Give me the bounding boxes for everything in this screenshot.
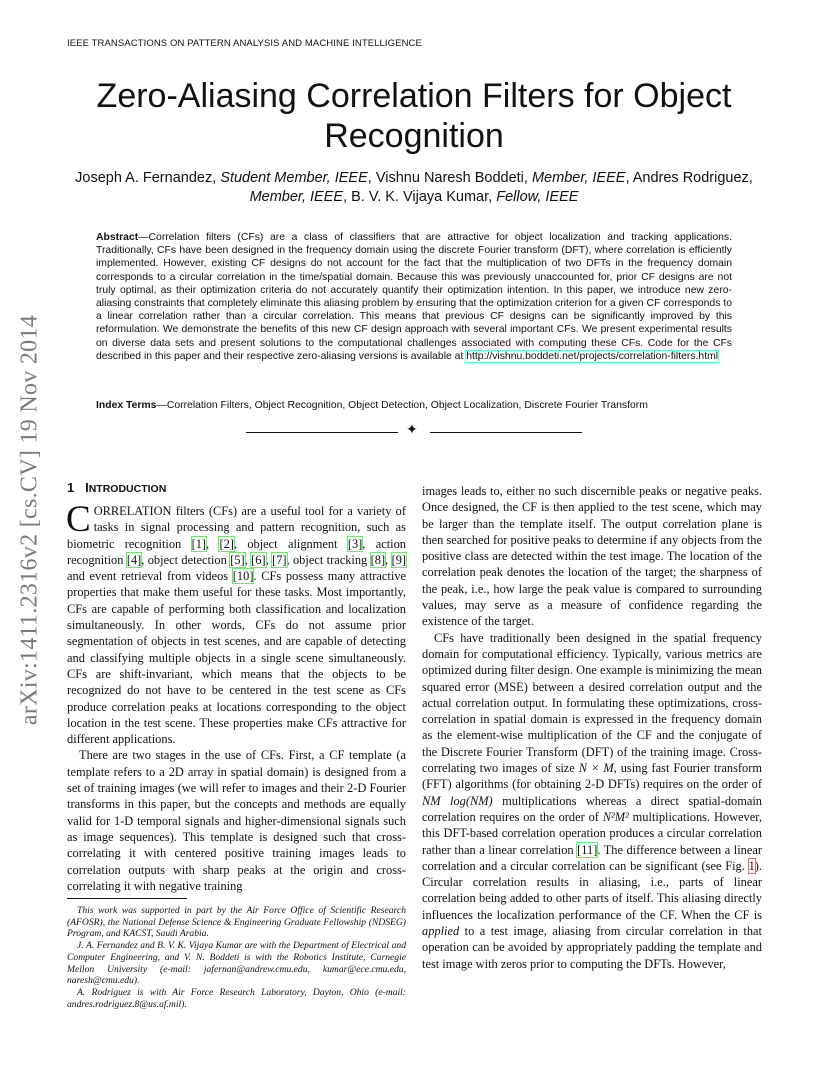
footnote-rule [67, 898, 187, 899]
author-role: Member, IEEE [531, 170, 626, 186]
dropcap: C [66, 499, 91, 540]
text-run: , using fast Fourier transform (FFT) algorithms (for obtaining 2-D DFTs) requires on the order of [422, 761, 762, 792]
section-first-letter: I [85, 480, 89, 495]
running-head: IEEE TRANSACTIONS ON PATTERN ANALYSIS AND MACHINE INTELLIGENCE [67, 38, 422, 49]
author-name: Andres Rodriguez [632, 170, 749, 186]
figure-link[interactable]: 1 [748, 858, 755, 873]
text-run: filters (CFs) are a useful tool for a variety of tasks in signal processing and pattern recognition, such as biometric recognition [67, 504, 406, 551]
paper-title: Zero-Aliasing Correlation Filters for Object Recognition [96, 77, 732, 155]
arxiv-sidebar [4, 290, 56, 750]
citation-link[interactable]: [3] [347, 536, 363, 551]
abstract-label: Abstract [96, 232, 139, 243]
separator-line-left [246, 432, 398, 433]
citation-link[interactable]: [6] [251, 552, 266, 567]
arxiv-stamp: arXiv:1411.2316v2 [cs.CV] 19 Nov 2014 [16, 314, 43, 726]
citation-link[interactable]: [8] [370, 552, 386, 567]
text-run: CFs have traditionally been designed in the spatial frequency domain for computational efficiency. Typically, various metrics are optimized during filter design. One example is minimizing the mean squared error (MSE) between a desired correlation output and the actual correlation output. In formulating these optimizations, cross-correlation in spatial domain is expressed in the frequency domain as the element-wise multiplication of the CF and the conjugate of the Discrete Fourier Transform (DFT) of the training image. Cross-correlating two images of size [422, 630, 762, 776]
text-run: ). Circular correlation results in aliasing, i.e., parts of linear correlation being added to other parts of itself. This aliasing directly influences the localization performance of the CF. When the CF is [422, 858, 762, 922]
text-run: , object detection [141, 552, 231, 567]
section-heading [67, 480, 166, 495]
citation-link[interactable]: [5] [230, 552, 245, 567]
lead-word: ORRELATION [93, 504, 172, 518]
index-terms-text: —Correlation Filters, Object Recognition, Object Detection, Object Localization, Discrete Fourier Transform [156, 400, 648, 411]
author-role: Fellow, IEEE [496, 189, 579, 205]
left-column [66, 499, 407, 894]
text-run: and event retrieval from videos [67, 569, 233, 584]
right-column [422, 483, 762, 972]
math-size: N × M [578, 761, 614, 776]
footnotes [67, 905, 406, 1010]
intro-paragraph-4 [422, 630, 762, 972]
section-title-rest: NTRODUCTION [88, 483, 167, 495]
intro-paragraph-1: CORRELATION filters (CFs) are a useful tool for a variety of tasks in signal processing and pattern recognition, such as biometric recognition [1], [2], object alignment [3], action recognition [4], object detection [5], [6], [7], object tracking [8], [9] and event retrieval from videos [10]. CFs possess many attractive properties that make them useful for these tasks. Most importantly, CFs are capable of performing both classification and localization simultaneously. In other words, CFs do not assume prior segmentation of objects in test scenes, and are capable of detecting and classifying multiple objects in a single scene simultaneously. CFs are shift-invariant, which means that the objects to be recognized do not have to be centered in the test scene as CFs produce correlation peaks at locations corresponding to the object location in the test scene. These properties make CFs attractive for different applications. [66, 499, 407, 747]
math-complexity-direct: N²M² [602, 809, 629, 824]
footnote: This work was supported in part by the Air Force Office of Scientific Research (AFOSR), the National Defense Science & Engineering Graduate Fellowship (NDSEG) Program, and KACST, Saudi Arabia. [67, 905, 406, 940]
text-run: , action recognition [67, 536, 406, 567]
text-run: , object tracking [286, 552, 371, 567]
text-run: to a test image, aliasing from circular correlation in that operation can be avoided by appropriately padding the template and test image with zeros prior to computing the DFTs. However, [422, 924, 762, 971]
author-list: Joseph A. Fernandez, Student Member, IEEE, Vishnu Naresh Boddeti, Member, IEEE, Andres Rodriguez, Member, IEEE, B. V. K. Vijaya Kumar, Fellow, IEEE [75, 170, 753, 205]
footnote: J. A. Fernandez and B. V. K. Vijaya Kumar are with the Department of Electrical and Computer Engineering, and V. N. Boddeti is with the Robotics Institute, Carnegie Mellon University (e-mail: jafernan@andrew.cmu.edu, kumar@ece.cmu.edu, naresh@cmu.edu). [67, 940, 406, 987]
citation-link[interactable]: [4] [126, 552, 142, 567]
citation-link[interactable]: [9] [391, 552, 407, 567]
separator-diamond-icon: ✦ [406, 423, 418, 438]
author-name: Joseph A. Fernandez [75, 170, 213, 186]
author-name: B. V. K. Vijaya Kumar [351, 189, 489, 205]
author-role: Member, IEEE [249, 189, 344, 205]
emphasis: applied [422, 924, 460, 939]
section-separator [246, 423, 582, 439]
citation-link[interactable]: [1] [191, 536, 207, 551]
intro-paragraph-2: There are two stages in the use of CFs. First, a CF template (a template refers to a 2D array in spatial domain) is designed from a set of training images (we will refer to images and their 2-D Fourier transforms in this paper, but the concepts and methods are equally valid for 1-D temporal signals and higher-dimensional signals such as image sequences). This template is designed such that cross-correlating it with centered positive training images leads to correlation outputs with sharp peaks at the origin and cross-correlating it with negative training [67, 748, 406, 893]
index-terms-label: Index Terms [96, 400, 157, 411]
citation-link[interactable]: [10] [232, 569, 254, 584]
author-name: Vishnu Naresh Boddeti [375, 170, 524, 186]
section-number: 1 [67, 480, 75, 495]
text-run: . CFs possess many attractive properties that make them useful for these tasks. Most importantly, CFs are capable of performing both classification and localization simultaneously. In other words, CFs do not assume prior segmentation of objects in test scenes, and are capable of detecting and classifying multiple objects in a single scene simultaneously. CFs are shift-invariant, which means that the objects to be recognized do not have to be centered in the test scene as CFs produce correlation peaks at locations corresponding to the object location in the test scene. These properties make CFs attractive for different applications. [67, 569, 407, 747]
index-terms [96, 399, 732, 412]
text-run: . The difference between a linear correlation and a circular correlation can be significant (see Fig. [422, 842, 762, 873]
citation-link[interactable]: [7] [272, 552, 287, 567]
abstract [96, 231, 732, 363]
abstract-text: —Correlation filters (CFs) are a class of classifiers that are attractive for object localization and tracking applications. Traditionally, CFs have been designed in the frequency domain using the discrete Fourier transform (DFT), where correlation is efficiently implemented. However, existing CF designs do not account for the fact that the multiplication of two DFTs in the frequency domain corresponds to a circular correlation in the time/spatial domain. Because this was previously unaccounted for, prior CF designs are not truly optimal, as their optimization criteria do not accurately quantify their optimization intention. In this paper, we introduce new zero-aliasing constraints that completely eliminate this aliasing problem by ensuring that the optimization criterion for a given CF corresponds to a linear correlation rather than a circular correlation. This means that previous CF designs can be significantly improved by this reformulation. We demonstrate the benefits of this new CF design approach with several important CFs. We present experimental results on diverse data sets and present solutions to the computational challenges associated with computing these CFs. Code for the CFs described in this paper and their respective zero-aliasing versions is available at [96, 232, 732, 362]
text-run: multiplications whereas a direct spatial-domain correlation requires on the order of [422, 793, 762, 824]
citation-link[interactable]: [11] [577, 842, 598, 857]
math-complexity-fft: NM log(NM) [422, 793, 493, 808]
footnote: A. Rodriguez is with Air Force Research Laboratory, Dayton, Ohio (e-mail: andres.rodriguez.8@us.af.mil). [67, 986, 406, 1010]
text-run: multiplications. However, this DFT-based correlation operation produces a circular correlation rather than a linear correlation [422, 809, 762, 857]
code-link[interactable]: http://vishnu.boddeti.net/projects/correlation-filters.html [466, 350, 719, 362]
intro-paragraph-3: images leads to, either no such discernible peaks or negative peaks. Once designed, the CF is then applied to the test scene, which may be larger than the template itself. The output correlation plane is then searched for positive peaks to determine if any objects from the positive class are detected within the test image. The location of the correlation peak denotes the location of the target; the sharpness of the peak, i.e., how large the peak value is compared to surrounding values, may serve as a measure of confidence regarding the existence of the target. [422, 484, 762, 629]
author-role: Student Member, IEEE [220, 170, 368, 186]
citation-link[interactable]: [2] [219, 536, 234, 551]
text-run: , object alignment [233, 536, 348, 551]
separator-line-right [430, 432, 582, 433]
